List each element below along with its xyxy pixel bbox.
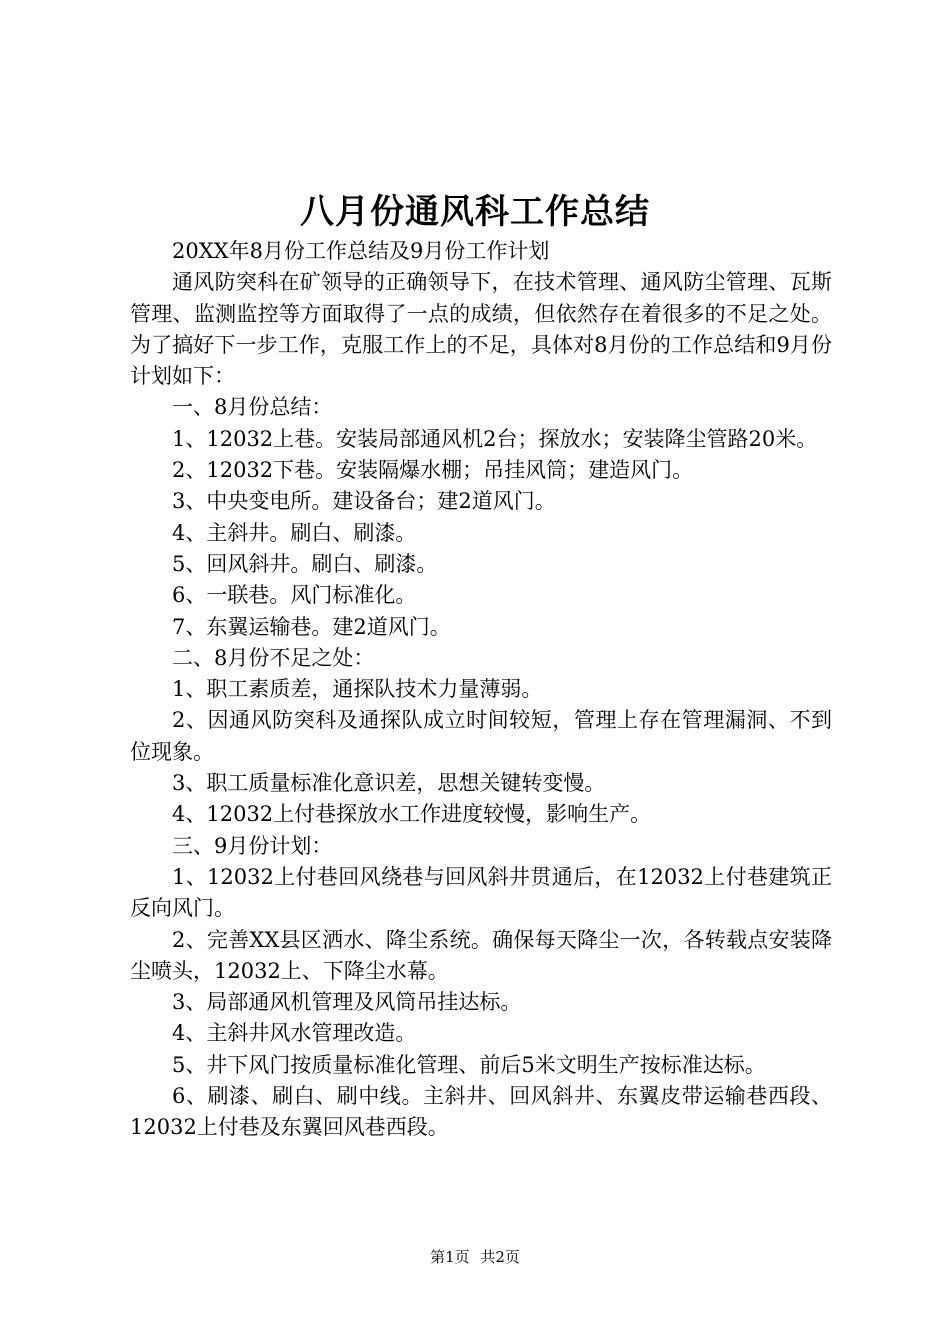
summary-item: 6、一联巷。风门标准化。 bbox=[172, 583, 417, 608]
shortcoming-item: 3、职工质量标准化意识差，思想关键转变慢。 bbox=[172, 771, 606, 796]
shortcoming-item: 1、职工素质差，通探队技术力量薄弱。 bbox=[172, 677, 543, 702]
document-body bbox=[130, 236, 832, 1144]
plan-item: 1、12032上付巷回风绕巷与回风斜井贯通后，在12032上付巷建筑正反向风门。 bbox=[130, 864, 832, 921]
summary-item: 3、中央变电所。建设备台；建2道风门。 bbox=[172, 489, 556, 514]
section-heading-plan: 三、9月份计划： bbox=[172, 833, 333, 858]
page-number-current: 第1页 bbox=[430, 1248, 470, 1266]
intro-paragraph: 通风防突科在矿领导的正确领导下，在技术管理、通风防尘管理、瓦斯管理、监测监控等方面取得了一点的成绩，但依然存在着很多的不足之处。为了搞好下一步工作，克服工作上的不足，具体对8月份的工作总结和9月份计划如下： bbox=[130, 270, 832, 389]
section-heading-summary: 一、8月份总结： bbox=[172, 395, 333, 420]
plan-item: 3、局部通风机管理及风筒吊挂达标。 bbox=[172, 990, 522, 1015]
summary-item: 4、主斜井。刷白、刷漆。 bbox=[172, 520, 417, 545]
plan-item: 6、刷漆、刷白、刷中线。主斜井、回风斜井、东翼皮带运输巷西段、12032上付巷及东翼回风巷西段。 bbox=[130, 1084, 832, 1140]
summary-item: 7、东翼运输巷。建2道风门。 bbox=[172, 614, 451, 639]
page-footer bbox=[0, 1246, 950, 1267]
shortcoming-item: 2、因通风防突科及通探队成立时间较短，管理上存在管理漏洞、不到位现象。 bbox=[130, 708, 832, 764]
page-number-total: 共2页 bbox=[480, 1248, 520, 1266]
plan-item: 4、主斜井风水管理改造。 bbox=[172, 1021, 417, 1046]
plan-item: 5、井下风门按质量标准化管理、前后5米文明生产按标准达标。 bbox=[172, 1052, 766, 1077]
subtitle-line: 20XX年8月份工作总结及9月份工作计划 bbox=[172, 239, 550, 263]
page-title: 八月份通风科工作总结 bbox=[300, 192, 650, 232]
summary-item: 5、回风斜井。刷白、刷漆。 bbox=[172, 551, 438, 576]
section-heading-shortcomings: 二、8月份不足之处： bbox=[172, 645, 375, 670]
plan-item: 2、完善XX县区洒水、降尘系统。确保每天降尘一次，各转载点安装降尘喷头，12032上、下降尘水幕。 bbox=[130, 927, 832, 983]
shortcoming-item: 4、12032上付巷探放水工作进度较慢，影响生产。 bbox=[172, 802, 652, 827]
summary-item: 1、12032上巷。安装局部通风机2台；探放水；安装降尘管路20米。 bbox=[172, 426, 818, 451]
summary-item: 2、12032下巷。安装隔爆水棚；吊挂风筒；建造风门。 bbox=[172, 458, 694, 483]
